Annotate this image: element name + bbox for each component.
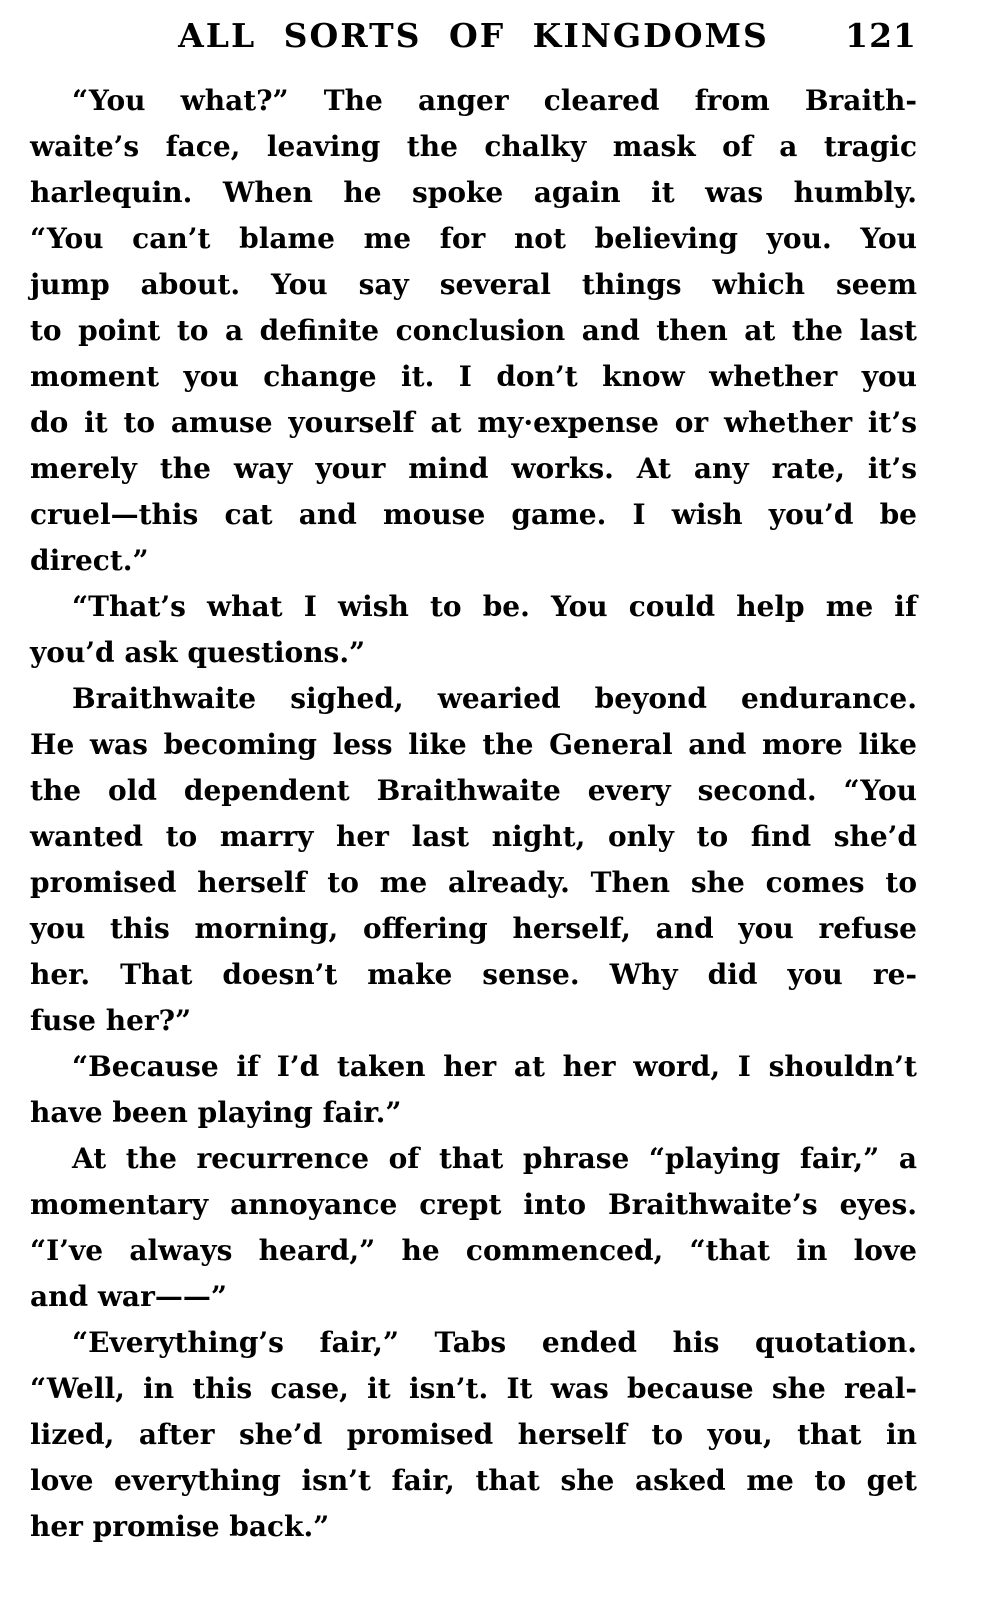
text-line: and war——” [30, 1280, 227, 1313]
text-line: Braithwaite sighed, wearied beyond endurance. [72, 682, 917, 715]
paragraph [30, 78, 917, 584]
text-line: her. That doesn’t make sense. Why did you re- [30, 958, 917, 991]
paragraph [30, 1044, 917, 1136]
text-line: He was becoming less like the General and more like [30, 728, 917, 761]
text-line: lized, after she’d promised herself to you, that in [30, 1418, 917, 1451]
text-line: fuse her?” [30, 1004, 192, 1037]
text-line: direct.” [30, 544, 149, 577]
text-line: moment you change it. I don’t know whether you [30, 360, 917, 393]
text-line: “You can’t blame me for not believing you. You [30, 222, 917, 255]
text-column [30, 78, 917, 1550]
text-line: harlequin. When he spoke again it was humbly. [30, 176, 917, 209]
text-line: wanted to marry her last night, only to find she’d [30, 820, 917, 853]
text-line: “Because if I’d taken her at her word, I shouldn’t [72, 1050, 917, 1083]
running-title: ALL SORTS OF KINGDOMS [178, 16, 769, 55]
text-line: waite’s face, leaving the chalky mask of a tragic [30, 130, 917, 163]
paragraph [30, 584, 917, 676]
text-line: the old dependent Braithwaite every second. “You [30, 774, 917, 807]
paragraph [30, 676, 917, 1044]
text-line: “I’ve always heard,” he commenced, “that in love [30, 1234, 917, 1267]
text-line: her promise back.” [30, 1510, 330, 1543]
text-line: promised herself to me already. Then she comes to [30, 866, 917, 899]
text-line: you’d ask questions.” [30, 636, 366, 669]
text-line: merely the way your mind works. At any rate, it’s [30, 452, 917, 485]
paragraph [30, 1136, 917, 1320]
text-line: At the recurrence of that phrase “playing fair,” a [72, 1142, 917, 1175]
page-number: 121 [845, 16, 917, 55]
paragraph [30, 1320, 917, 1550]
page-header [30, 14, 917, 58]
text-line: cruel—this cat and mouse game. I wish you’d be [30, 498, 917, 531]
text-line: have been playing fair.” [30, 1096, 402, 1129]
text-line: love everything isn’t fair, that she asked me to get [30, 1464, 917, 1497]
text-line: “You what?” The anger cleared from Braith- [72, 84, 917, 117]
text-line: jump about. You say several things which seem [30, 268, 917, 301]
text-line: to point to a definite conclusion and then at the last [30, 314, 917, 347]
text-line: do it to amuse yourself at my·expense or whether it’s [30, 406, 917, 439]
text-line: “That’s what I wish to be. You could help me if [72, 590, 917, 623]
text-line: “Everything’s fair,” Tabs ended his quotation. [72, 1326, 917, 1359]
text-line: “Well, in this case, it isn’t. It was because she real- [30, 1372, 917, 1405]
text-line: momentary annoyance crept into Braithwaite’s eyes. [30, 1188, 917, 1221]
text-line: you this morning, offering herself, and you refuse [30, 912, 917, 945]
